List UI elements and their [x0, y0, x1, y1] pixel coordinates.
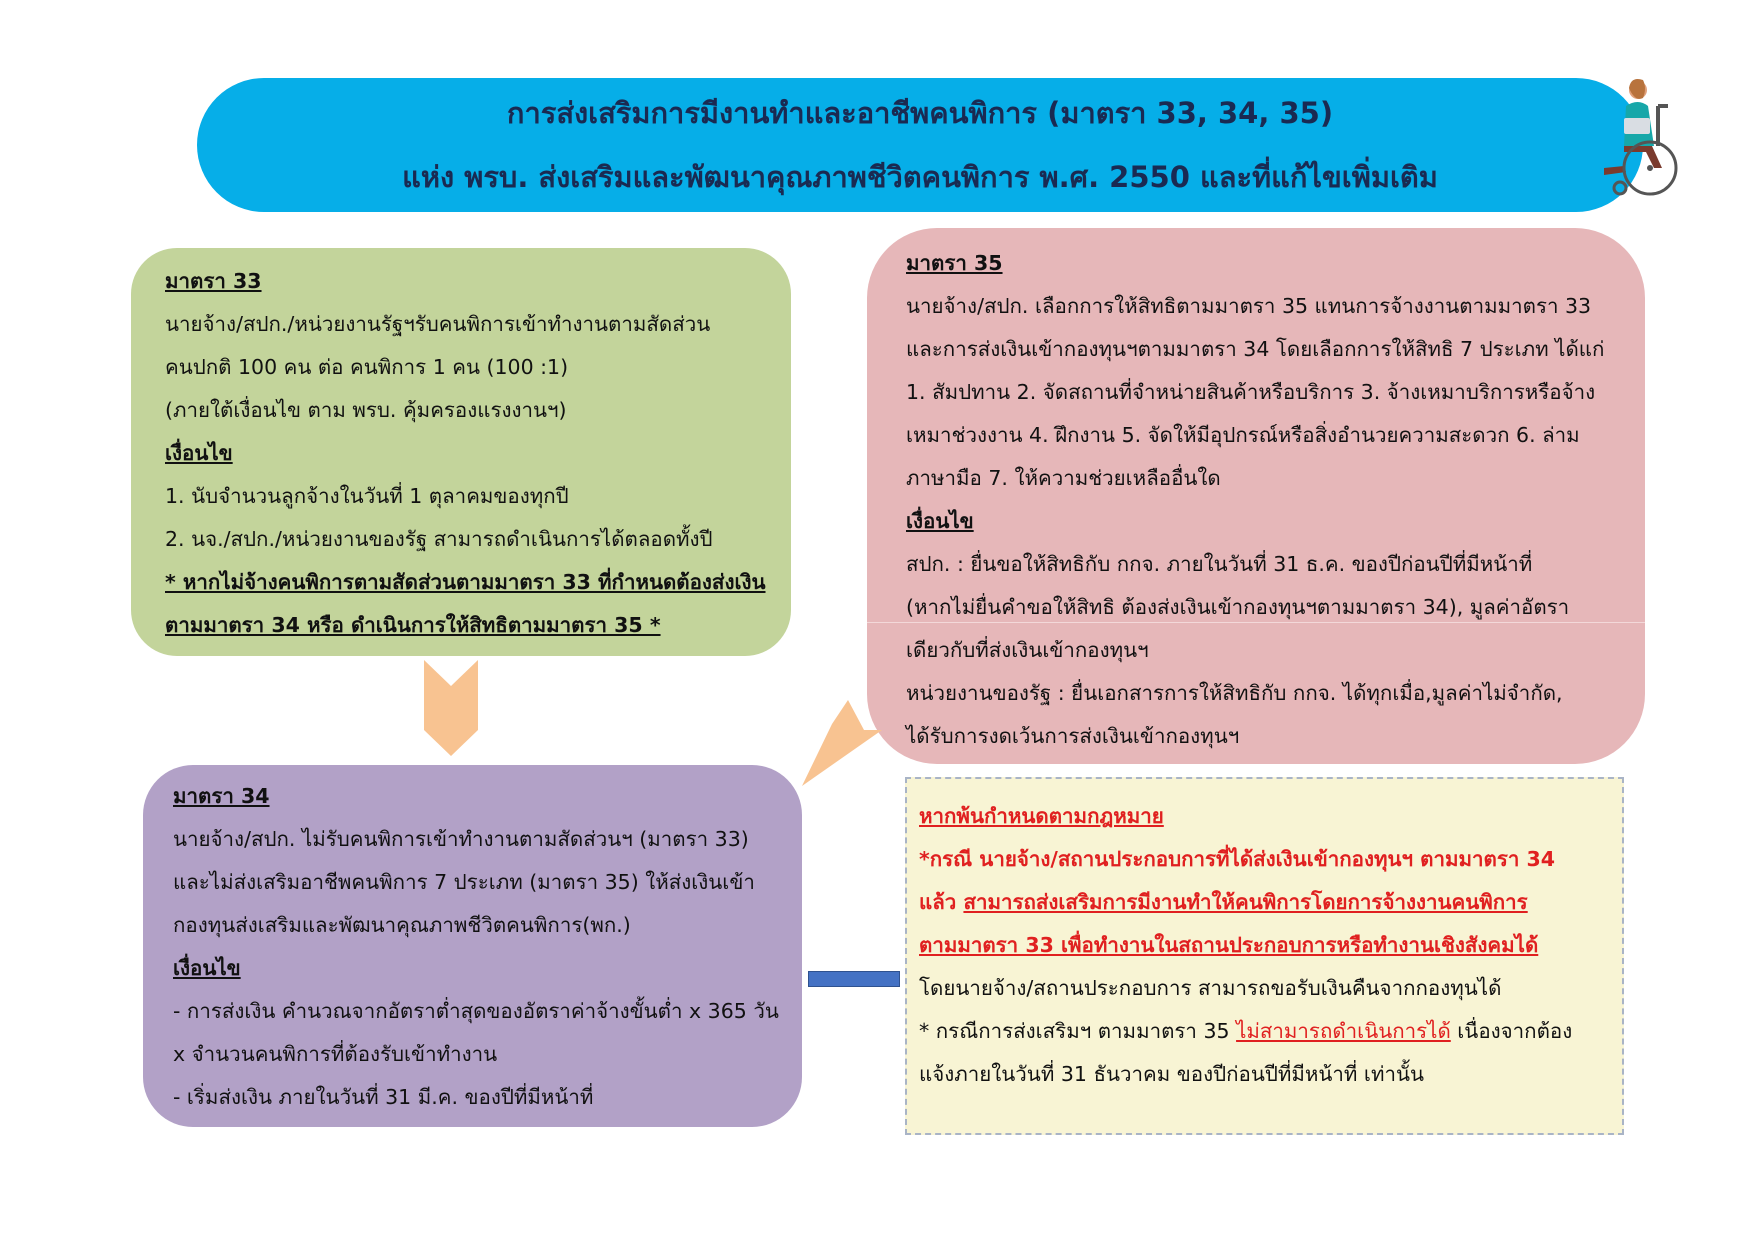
overdue-note-box: [905, 777, 1624, 1135]
title-line-1: การส่งเสริมการมีงานทำและอาชีพคนพิการ (มาตรา 33, 34, 35): [506, 96, 1334, 130]
section-33-line: คนปกติ 100 คน ต่อ คนพิการ 1 คน (100 :1): [165, 355, 569, 379]
section-35-condition: (หากไม่ยื่นคำขอให้สิทธิ ต้องส่งเงินเข้ากองทุนฯตามมาตรา 34), มูลค่าอัตรา: [906, 595, 1570, 619]
section-33-box: [131, 248, 791, 656]
section-35-condition: ได้รับการงดเว้นการส่งเงินเข้ากองทุนฯ: [906, 724, 1240, 748]
section-35-line: เหมาช่วงงาน 4. ฝึกงาน 5. จัดให้มีอุปกรณ์หรือสิ่งอำนวยความสะดวก 6. ล่าม: [906, 423, 1580, 447]
connector-bar: [808, 971, 900, 987]
section-33-condition-heading: เงื่อนไข: [165, 441, 233, 465]
section-35-box: [867, 228, 1645, 764]
overdue-line-1: *กรณี นายจ้าง/สถานประกอบการที่ได้ส่งเงินเข้ากองทุนฯ ตามมาตรา 34: [919, 847, 1556, 871]
wheelchair-user-icon: [1598, 76, 1690, 200]
section-33-note-line-1: * หากไม่จ้างคนพิการตามสัดส่วนตามมาตรา 33 ที่กำหนดต้องส่งเงิน: [165, 570, 766, 594]
section-35-condition: หน่วยงานของรัฐ : ยื่นเอกสารการให้สิทธิกับ กกจ. ได้ทุกเมื่อ,มูลค่าไม่จำกัด,: [906, 681, 1563, 705]
section-35-line: และการส่งเงินเข้ากองทุนฯตามมาตรา 34 โดยเลือกการให้สิทธิ 7 ประเภท ได้แก่: [906, 337, 1605, 361]
section-35-condition: สปก. : ยื่นขอให้สิทธิกับ กกจ. ภายในวันที่ 31 ธ.ค. ของปีก่อนปีที่มีหน้าที่: [906, 552, 1533, 576]
down-arrow-icon: [424, 660, 478, 756]
section-33-condition: 2. นจ./สปก./หน่วยงานของรัฐ สามารถดำเนินการได้ตลอดทั้งปี: [165, 527, 713, 551]
overdue-line-5-prefix: * กรณีการส่งเสริมฯ ตามมาตรา 35: [919, 1019, 1237, 1043]
section-34-condition: - เริ่มส่งเงิน ภายในวันที่ 31 มี.ค. ของปีที่มีหน้าที่: [173, 1085, 594, 1109]
overdue-line-2-underlined: สามารถส่งเสริมการมีงานทำให้คนพิการโดยการจ้างงานคนพิการ: [963, 890, 1528, 914]
section-35-line: นายจ้าง/สปก. เลือกการให้สิทธิตามมาตรา 35 แทนการจ้างงานตามมาตรา 33: [906, 294, 1592, 318]
section-33-heading: มาตรา 33: [165, 269, 262, 293]
section-35-condition: เดียวกับที่ส่งเงินเข้ากองทุนฯ: [906, 638, 1149, 662]
section-34-box: [143, 765, 802, 1127]
section-34-line: กองทุนส่งเสริมและพัฒนาคุณภาพชีวิตคนพิการ(พก.): [173, 913, 631, 937]
overdue-line-5: [919, 1010, 1622, 1053]
section-35-line: ภาษามือ 7. ให้ความช่วยเหลืออื่นใด: [906, 466, 1221, 490]
section-34-heading: มาตรา 34: [173, 784, 270, 808]
section-33-line: (ภายใต้เงื่อนไข ตาม พรบ. คุ้มครองแรงงานฯ): [165, 398, 567, 422]
section-35-condition-heading: เงื่อนไข: [906, 509, 974, 533]
overdue-line-5-red: ไม่สามารถดำเนินการได้: [1236, 1019, 1451, 1043]
diagonal-arrow-icon: [792, 700, 882, 790]
section-33-note-line-2: ตามมาตรา 34 หรือ ดำเนินการให้สิทธิตามมาตรา 35 *: [165, 613, 661, 637]
section-34-condition: - การส่งเงิน คำนวณจากอัตราต่ำสุดของอัตราค่าจ้างขั้นต่ำ x 365 วัน: [173, 999, 779, 1023]
title-banner: [197, 78, 1643, 212]
section-34-condition-heading: เงื่อนไข: [173, 956, 241, 980]
title-line-2: แห่ง พรบ. ส่งเสริมและพัฒนาคุณภาพชีวิตคนพิการ พ.ศ. 2550 และที่แก้ไขเพิ่มเติม: [402, 160, 1438, 194]
section-34-line: นายจ้าง/สปก. ไม่รับคนพิการเข้าทำงานตามสัดส่วนฯ (มาตรา 33): [173, 827, 749, 851]
section-35-heading: มาตรา 35: [906, 251, 1003, 275]
overdue-line-3: ตามมาตรา 33 เพื่อทำงานในสถานประกอบการหรือทำงานเชิงสังคมได้: [919, 933, 1539, 957]
overdue-heading: หากพ้นกำหนดตามกฎหมาย: [919, 804, 1164, 828]
overdue-line-2-prefix: แล้ว: [919, 890, 964, 914]
section-34-condition: x จำนวนคนพิการที่ต้องรับเข้าทำงาน: [173, 1042, 498, 1066]
section-35-divider: [867, 622, 1645, 623]
overdue-line-6: แจ้งภายในวันที่ 31 ธันวาคม ของปีก่อนปีที่มีหน้าที่ เท่านั้น: [919, 1062, 1424, 1086]
section-35-line: 1. สัมปทาน 2. จัดสถานที่จำหน่ายสินค้าหรือบริการ 3. จ้างเหมาบริการหรือจ้าง: [906, 380, 1596, 404]
section-34-line: และไม่ส่งเสริมอาชีพคนพิการ 7 ประเภท (มาตรา 35) ให้ส่งเงินเข้า: [173, 870, 755, 894]
overdue-line-2: [919, 881, 1622, 924]
overdue-line-4: โดยนายจ้าง/สถานประกอบการ สามารถขอรับเงินคืนจากกองทุนได้: [919, 976, 1502, 1000]
section-33-condition: 1. นับจำนวนลูกจ้างในวันที่ 1 ตุลาคมของทุกปี: [165, 484, 569, 508]
section-33-line: นายจ้าง/สปก./หน่วยงานรัฐฯรับคนพิการเข้าทำงานตามสัดส่วน: [165, 312, 711, 336]
overdue-line-5-suffix: เนื่องจากต้อง: [1450, 1019, 1573, 1043]
